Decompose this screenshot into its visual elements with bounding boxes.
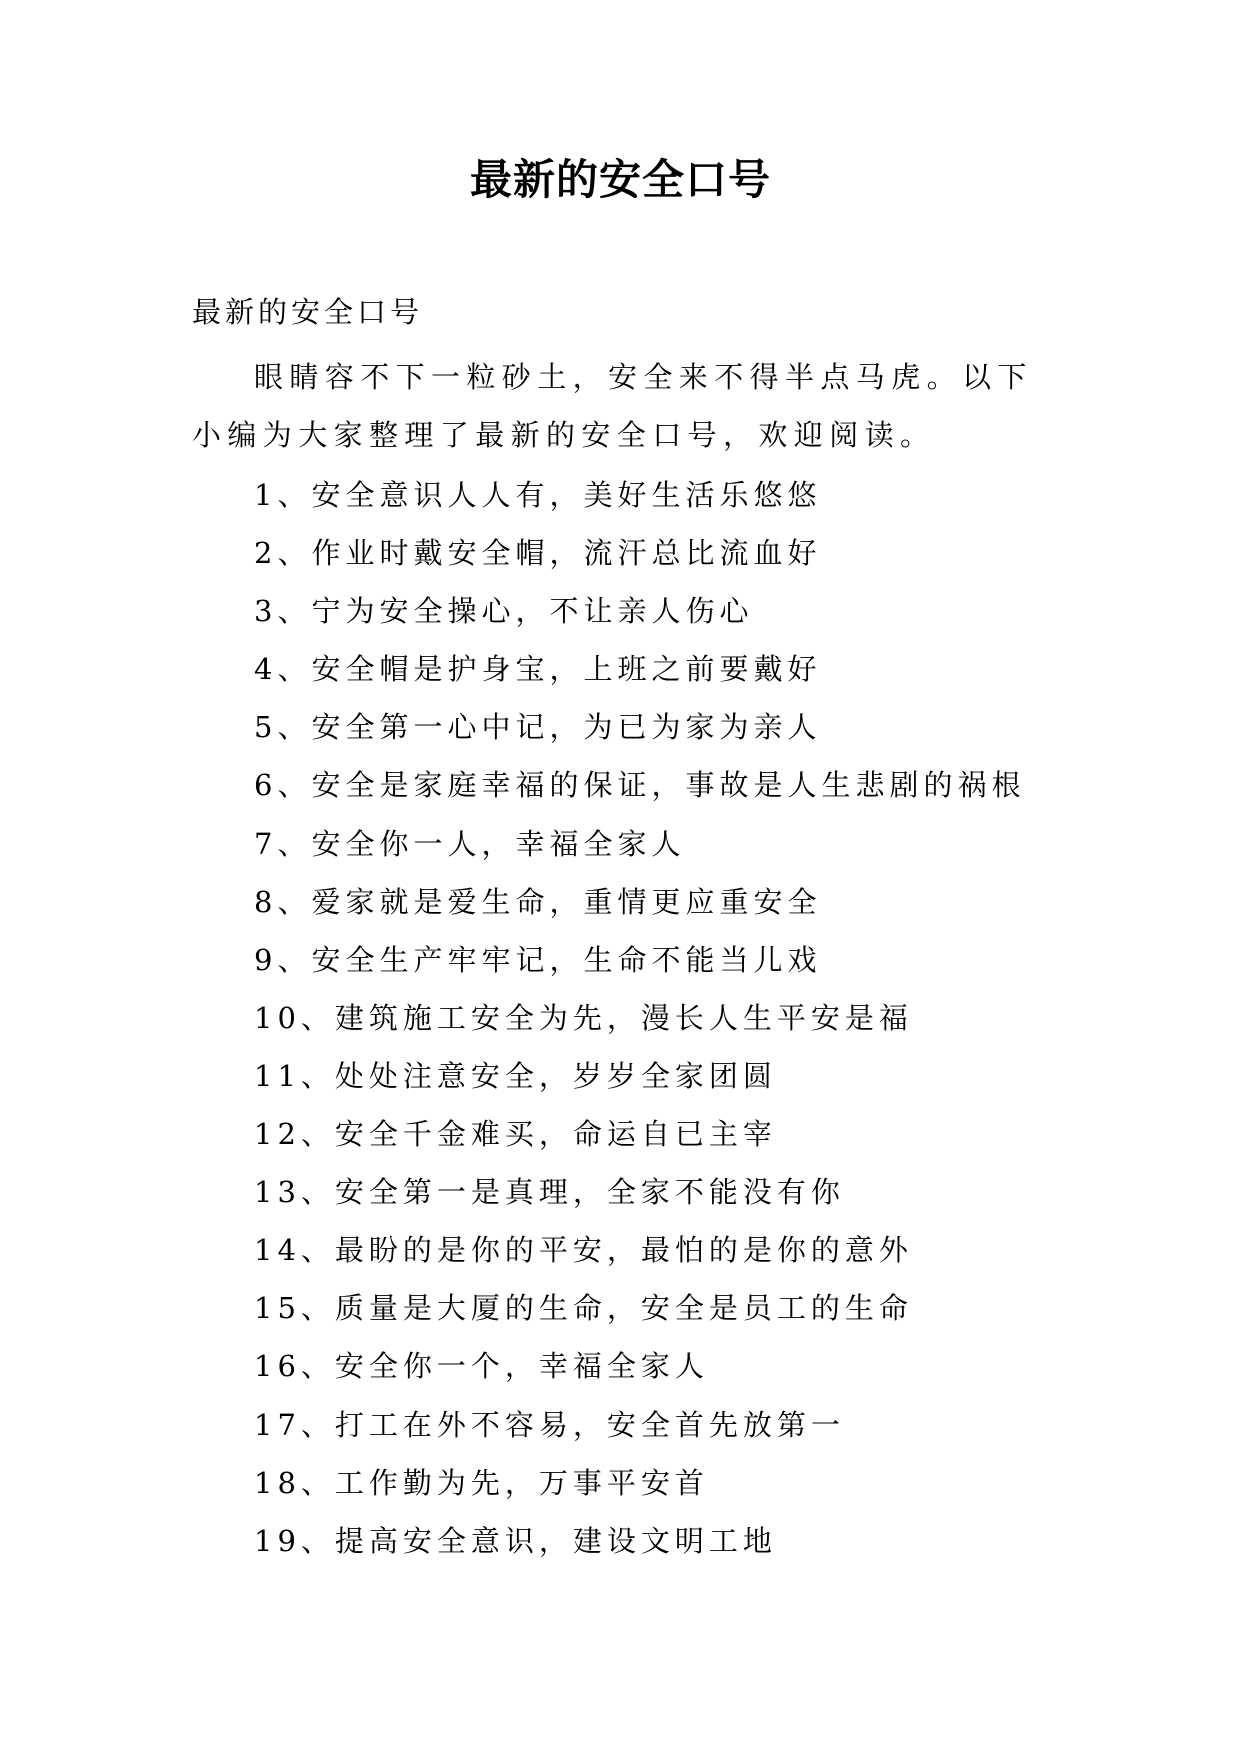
slogan-item: 14、最盼的是你的平安，最怕的是你的意外 bbox=[254, 1233, 913, 1268]
slogan-list bbox=[254, 466, 1025, 1570]
slogan-item: 7、安全你一人，幸福全家人 bbox=[254, 826, 686, 861]
slogan-item: 10、建筑施工安全为先，漫长人生平安是福 bbox=[254, 1000, 913, 1035]
slogan-item: 4、安全帽是护身宝，上班之前要戴好 bbox=[254, 652, 822, 687]
slogan-item: 19、提高安全意识，建设文明工地 bbox=[254, 1523, 777, 1558]
slogan-item: 2、作业时戴安全帽，流汗总比流血好 bbox=[254, 536, 822, 571]
slogan-item: 12、安全千金难买，命运自已主宰 bbox=[254, 1117, 777, 1152]
slogan-item: 15、质量是大厦的生命，安全是员工的生命 bbox=[254, 1291, 913, 1326]
slogan-item: 17、打工在外不容易，安全首先放第一 bbox=[254, 1407, 845, 1442]
slogan-item: 6、安全是家庭幸福的保证，事故是人生悲剧的祸根 bbox=[254, 768, 1026, 803]
slogan-item: 11、处处注意安全，岁岁全家团圆 bbox=[254, 1058, 777, 1093]
slogan-item: 3、宁为安全操心，不让亲人伤心 bbox=[254, 594, 754, 629]
slogan-item: 13、安全第一是真理，全家不能没有你 bbox=[254, 1175, 845, 1210]
slogan-item: 5、安全第一心中记，为已为家为亲人 bbox=[254, 710, 822, 745]
slogan-item: 18、工作勤为先，万事平安首 bbox=[254, 1465, 709, 1500]
slogan-item: 8、爱家就是爱生命，重情更应重安全 bbox=[254, 884, 822, 919]
slogan-item: 9、安全生产牢牢记，生命不能当儿戏 bbox=[254, 942, 822, 977]
slogan-item: 1、安全意识人人有，美好生活乐悠悠 bbox=[254, 478, 822, 512]
document-subtitle: 最新的安全口号 bbox=[192, 295, 424, 329]
slogan-item: 16、安全你一个，幸福全家人 bbox=[254, 1349, 709, 1384]
document-title: 最新的安全口号 bbox=[469, 155, 771, 204]
intro-paragraph: 眼睛容不下一粒砂土，安全来不得半点马虎。以下小编为大家整理了最新的安全口号，欢迎阅读。 bbox=[192, 360, 1033, 452]
